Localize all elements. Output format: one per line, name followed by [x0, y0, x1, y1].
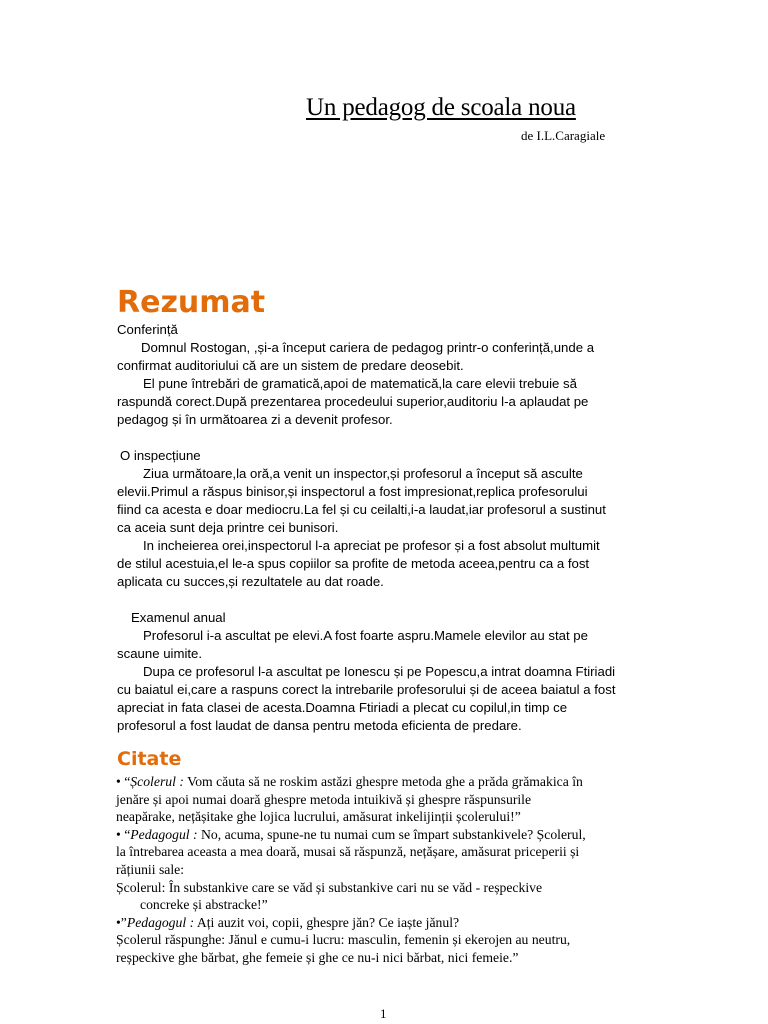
bullet: •” [116, 914, 127, 930]
quote-text: No, acuma, spune-ne tu numai cum se împart substankivele? Școlerul, [197, 826, 586, 842]
paragraph-line: profesorul a fost laudat de dansa pentru metoda eficienta de predare. [117, 718, 522, 733]
quote-speaker: Pedagogul : [130, 826, 198, 842]
section-heading-rezumat: Rezumat [117, 285, 266, 320]
paragraph-line: raspundă corect.După prezentarea procedeului superior,auditoriu l-a aplaudat pe [117, 394, 589, 409]
paragraph-line: fiind ca acesta e doar mediocru.La fel și cu ceilalti,i-a laudat,iar profesorul a sustinut [117, 502, 606, 517]
quote-3-line [116, 914, 656, 932]
quote-3-line: Școlerul răspunghe: Jănul e cumu-i lucru: masculin, femenin și ekerojen au neutru, [116, 932, 571, 948]
paragraph-line: elevii.Primul a răspus binisor,și inspectorul a fost impresionat,replica profesorului [117, 484, 588, 499]
paragraph-line: Ziua următoare,la oră,a venit un inspector,și profesorul a început să asculte [143, 466, 583, 481]
quote-2-line: concreke și abstracke!” [140, 897, 268, 913]
citate-body [116, 773, 656, 967]
paragraph-line: apreciat in fata clasei de acesta.Doamna Ftiriadi a plecat cu copilul,in timp ce [117, 700, 568, 715]
quote-2-line: Școlerul: În substankive care se văd și substankive cari nu se văd - reșpeckive [116, 879, 543, 895]
paragraph-line: El pune întrebări de gramatică,apoi de matematică,la care elevii trebuie să [143, 376, 577, 391]
page-number: 1 [380, 1006, 387, 1021]
blank-line [117, 591, 657, 609]
subheading-conferinta: Conferință [117, 322, 178, 337]
blank-line [117, 429, 657, 447]
paragraph-line: de stilul acestuia,el le-a spus copiilor sa profite de metoda aceea,pentru ca a fost [117, 556, 590, 571]
bullet: • “ [116, 826, 131, 842]
paragraph-line: confirmat auditoriului că are un sistem de predare deosebit. [117, 358, 464, 373]
quote-speaker: Școlerul : [130, 774, 184, 789]
quote-3-line: reșpeckive ghe bărbat, ghe femeie și ghe ce nu-i nici bărbat, nici femeie.” [116, 949, 519, 965]
paragraph-line: Profesorul i-a ascultat pe elevi.A fost foarte aspru.Mamele elevilor au stat pe [143, 628, 588, 643]
rezumat-body [117, 321, 657, 735]
paragraph-line: Domnul Rostogan, ,și-a început cariera de pedagog printr-o conferință,unde a [141, 340, 595, 355]
quote-1-line: jenăre și apoi numai doară ghespre metoda intuikivă și ghespre răspunsurile [116, 791, 532, 807]
quote-speaker: Pedagogul : [126, 914, 195, 930]
quote-text: Vom căuta să ne roskim astăzi ghespre metoda ghe a prăda grămakica în [183, 774, 583, 789]
bullet: • “ [116, 774, 131, 789]
quote-2-line: rățiunii sale: [116, 861, 185, 877]
paragraph-line: ca aceia sunt deja printre cei bunisori. [117, 520, 339, 535]
quote-text: Ați auzit voi, copii, ghespre jăn? Ce iaște jănul? [194, 914, 460, 930]
quote-2-line: la întrebarea aceasta a mea doară, musai să răspunză, nețășare, amăsurat priceperii și [116, 844, 580, 860]
document-author: de I.L.Caragiale [521, 128, 606, 143]
quote-1-line: neapărake, nețășitake ghe lojica lucrului, amăsurat inkelijinții școlerului!” [116, 809, 521, 825]
paragraph-line: Dupa ce profesorul l-a ascultat pe Ionescu și pe Popescu,a intrat doamna Ftiriadi [143, 664, 616, 679]
paragraph-line: pedagog și în următoarea zi a devenit profesor. [117, 412, 393, 427]
section-heading-citate: Citate [117, 748, 182, 770]
quote-2-line [116, 826, 656, 844]
quote-1-line [116, 773, 656, 791]
subheading-inspectiune: O inspecțiune [120, 448, 201, 463]
paragraph-line: In incheierea orei,inspectorul l-a apreciat pe profesor și a fost absolut multumit [143, 538, 600, 553]
paragraph-line: aplicata cu succes,și rezultatele au dat roade. [117, 574, 384, 589]
paragraph-line: cu baiatul ei,care a raspuns corect la intrebarile profesorului și de aceea baiatul a fost [117, 682, 616, 697]
subheading-examenul-anual: Examenul anual [131, 610, 226, 625]
paragraph-line: scaune uimite. [117, 646, 203, 661]
document-title: Un pedagog de scoala noua [306, 94, 576, 121]
